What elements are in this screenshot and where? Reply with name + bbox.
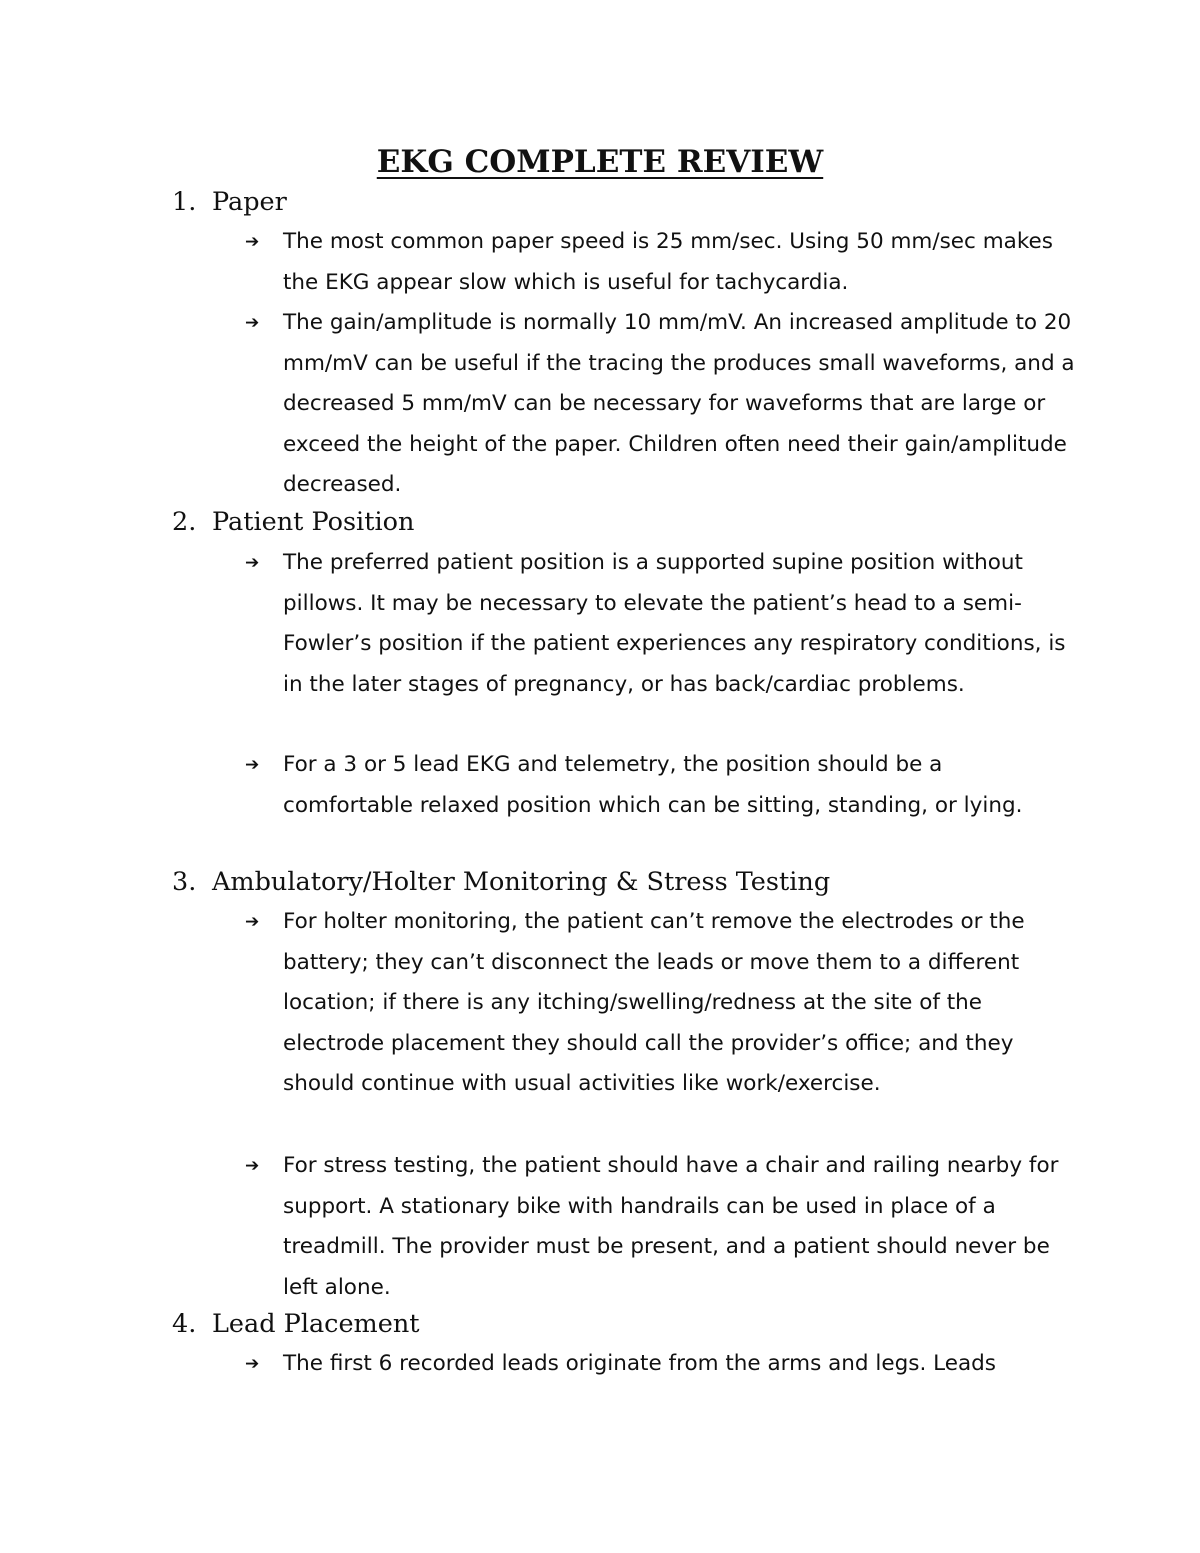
section-number: 2. xyxy=(172,507,197,537)
section-heading-ambulatory-holter xyxy=(172,862,830,902)
bullet-item xyxy=(245,303,1075,506)
bullet-item xyxy=(245,745,1075,826)
arrow-icon: ➔ xyxy=(245,553,260,573)
arrow-icon: ➔ xyxy=(245,1354,260,1374)
arrow-icon: ➔ xyxy=(245,1156,260,1176)
section-heading-lead-placement xyxy=(172,1304,420,1344)
bullet-item xyxy=(245,1344,1075,1385)
arrow-icon: ➔ xyxy=(245,912,260,932)
bullet-item xyxy=(245,222,1075,303)
bullet-item xyxy=(245,1146,1075,1308)
section-number: 3. xyxy=(172,867,197,897)
bullet-item xyxy=(245,543,1075,705)
section-title: Lead Placement xyxy=(212,1309,420,1339)
bullet-text: The first 6 recorded leads originate from the arms and legs. Leads xyxy=(283,1351,996,1376)
document-title: EKG COMPLETE REVIEW xyxy=(376,144,824,180)
section-number: 4. xyxy=(172,1309,197,1339)
arrow-icon: ➔ xyxy=(245,313,260,333)
bullet-text: For stress testing, the patient should have a chair and railing nearby for support. A stationary bike with handrails can be used in place of a treadmill. The provider must be present, and a patient should never be left alone. xyxy=(283,1153,1059,1300)
bullet-text: The gain/amplitude is normally 10 mm/mV. An increased amplitude to 20 mm/mV can be useful if the tracing the produces small waveforms, and a decreased 5 mm/mV can be necessary for waveforms that are large or exceed the height of the paper. Children often need their gain/amplitude decreased. xyxy=(283,310,1075,497)
section-title: Paper xyxy=(212,187,287,217)
bullet-text: The most common paper speed is 25 mm/sec. Using 50 mm/sec makes the EKG appear slow which is useful for tachycardia. xyxy=(283,229,1053,295)
section-heading-paper xyxy=(172,182,287,222)
bullet-text: For a 3 or 5 lead EKG and telemetry, the position should be a comfortable relaxed position which can be sitting, standing, or lying. xyxy=(283,752,1023,818)
bullet-text: For holter monitoring, the patient can’t remove the electrodes or the battery; they can’t disconnect the leads or move them to a different location; if there is any itching/swelling/redness at the site of the electrode placement they should call the provider’s office; and they should continue with usual activities like work/exercise. xyxy=(283,909,1025,1096)
section-title: Ambulatory/Holter Monitoring & Stress Testing xyxy=(212,867,831,897)
arrow-icon: ➔ xyxy=(245,232,260,252)
bullet-item xyxy=(245,902,1075,1105)
section-number: 1. xyxy=(172,187,197,217)
section-heading-patient-position xyxy=(172,502,414,542)
bullet-text: The preferred patient position is a supported supine position without pillows. It may be necessary to elevate the patient’s head to a semi-Fowler’s position if the patient experiences any respiratory conditions, is in the later stages of pregnancy, or has back/cardiac problems. xyxy=(283,550,1066,697)
section-title: Patient Position xyxy=(212,507,415,537)
arrow-icon: ➔ xyxy=(245,755,260,775)
